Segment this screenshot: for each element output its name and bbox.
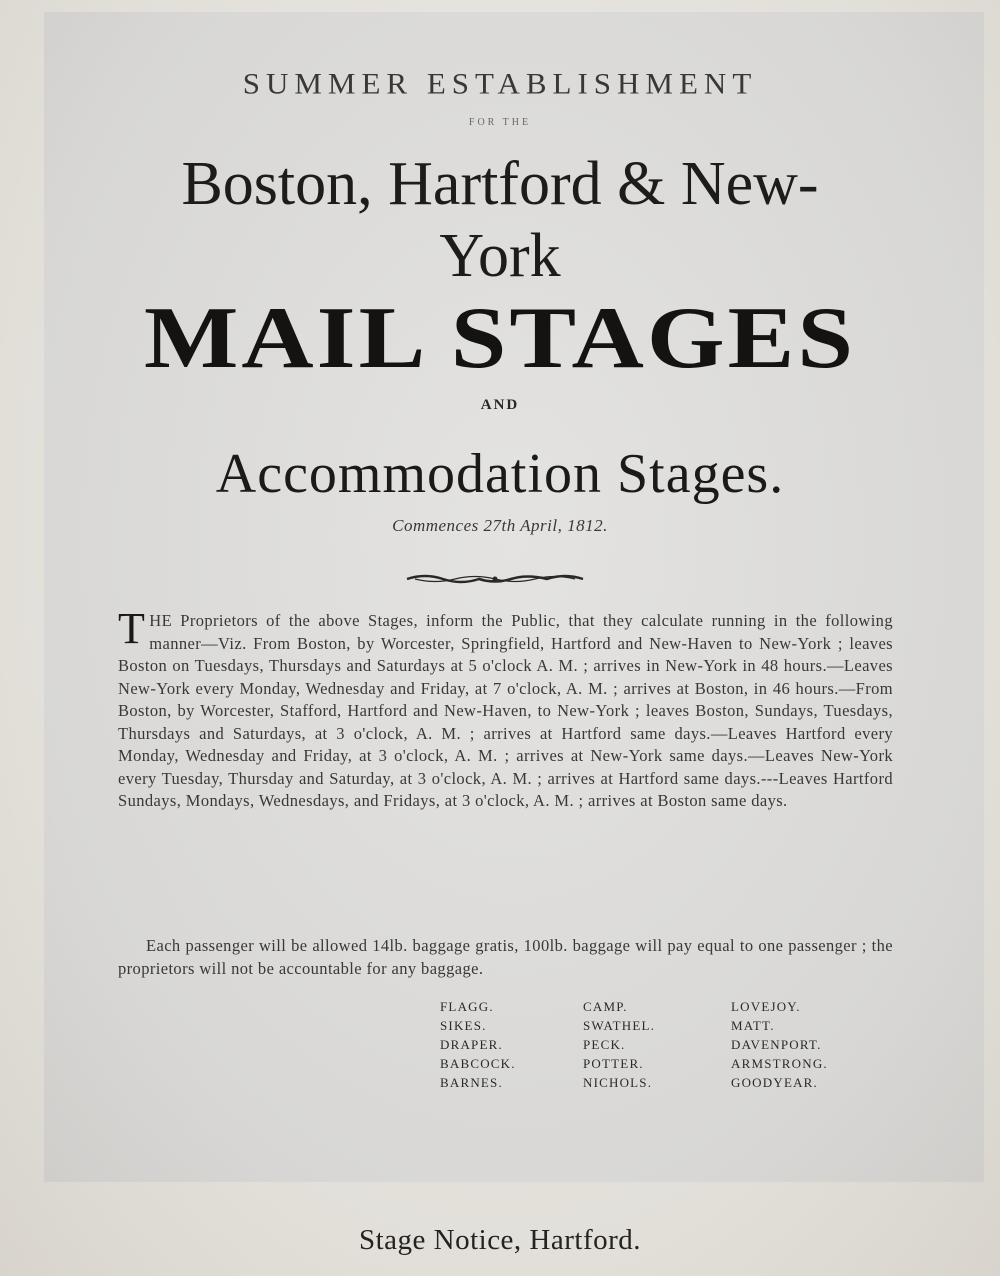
heading-and: AND [480, 397, 520, 413]
proprietor-name: BABCOCK. [440, 1056, 516, 1071]
proprietor-name: GOODYEAR. [731, 1075, 818, 1090]
proprietor-name: PECK. [583, 1037, 626, 1052]
heading-summer-establishment: SUMMER ESTABLISHMENT [242, 66, 758, 101]
route-line-2: York [439, 222, 561, 290]
route-line-1: Boston, Hartford & New- [181, 150, 819, 218]
baggage-paragraph: Each passenger will be allowed 14lb. baggage gratis, 100lb. baggage will pay equal to one passenger ; the proprietors will not be accountable for any baggage. [118, 936, 893, 978]
drop-cap: T [118, 604, 146, 653]
proprietor-name: MATT. [731, 1018, 775, 1033]
proprietor-name: BARNES. [440, 1075, 503, 1090]
proprietor-name: NICHOLS. [583, 1075, 653, 1090]
proprietor-name: CAMP. [583, 999, 628, 1014]
ornamental-rule [405, 572, 585, 586]
proprietor-name: SIKES. [440, 1018, 487, 1033]
figure-caption: Stage Notice, Hartford. [358, 1224, 642, 1256]
heading-route [0, 148, 1000, 292]
proprietor-column-1 [440, 997, 583, 1097]
commencement-date: Commences 27th April, 1812. [392, 516, 608, 535]
proprietor-name: ARMSTRONG. [731, 1056, 828, 1071]
proprietor-name: LOVEJOY. [731, 999, 801, 1014]
proprietor-name: POTTER. [583, 1056, 644, 1071]
schedule-text: HE Proprietors of the above Stages, inform the Public, that they calculate running in the following manner—Viz. From Boston, by Worcester, Springfield, Hartford and New-Haven to New-York ; leaves Boston on Tuesdays, Thursdays and Saturdays at 5 o'clock A. M. ; arrives in New-York in 48 hours.—Leaves New-York every Monday, Wednesday and Friday, at 7 o'clock, A. M. ; arrives at Boston, in 46 hours.—From Boston, by Worcester, Stafford, Hartford and New-Haven, to New-York ; leaves Boston, Sundays, Tuesdays, Thursdays and Saturdays, at 3 o'clock, A. M. ; arrives at Hartford same days.—Leaves Hartford every Monday, Wednesday and Friday, at 3 o'clock, A. M. ; arrives at New-York same days.—Leaves New-York every Tuesday, Thursday and Saturday, at 3 o'clock, A. M. ; arrives at Hartford same days.---Leaves Hartford Sundays, Mondays, Wednesdays, and Fridays, at 3 o'clock, A. M. ; arrives at Boston same days. [118, 611, 893, 810]
proprietor-name: DAVENPORT. [731, 1037, 822, 1052]
heading-accommodation-stages: Accommodation Stages. [215, 443, 785, 505]
proprietor-name: FLAGG. [440, 999, 494, 1014]
proprietor-column-3 [731, 997, 881, 1097]
proprietor-name: SWATHEL. [583, 1018, 656, 1033]
proprietor-name: DRAPER. [440, 1037, 503, 1052]
schedule-paragraph [118, 604, 893, 813]
heading-for-the: FOR THE [468, 117, 532, 128]
proprietor-names [440, 997, 880, 1097]
heading-mail-stages: MAIL STAGES [144, 288, 856, 387]
proprietor-column-2 [583, 997, 731, 1097]
